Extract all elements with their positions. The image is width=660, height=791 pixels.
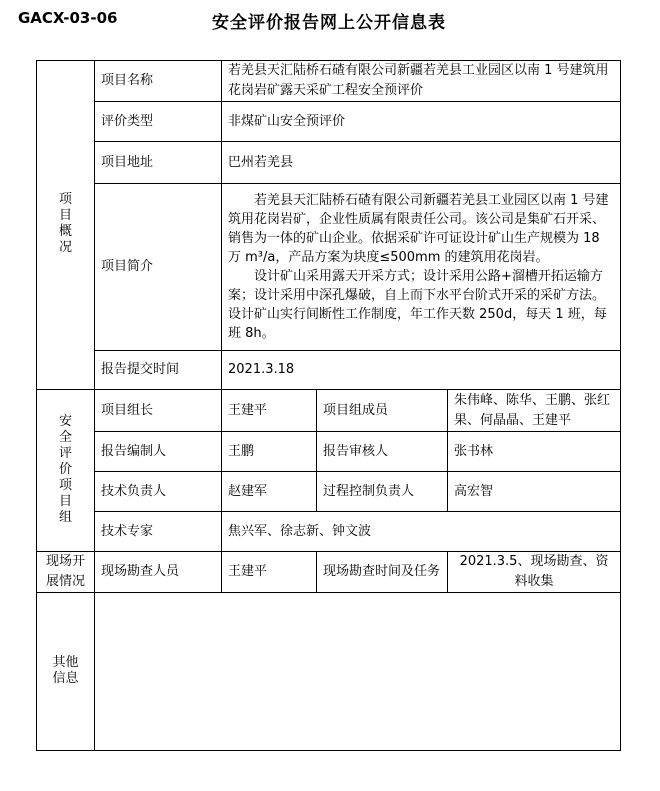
section-overview <box>37 61 95 390</box>
intro-label: 项目简介 <box>95 184 222 351</box>
row-project-name <box>37 61 621 102</box>
time-task-label: 现场勘查时间及任务 <box>317 552 448 593</box>
author-label: 报告编制人 <box>95 432 222 472</box>
address-value: 巴州若羌县 <box>222 142 621 184</box>
leader-label: 项目组长 <box>95 390 222 432</box>
row-address <box>37 142 621 184</box>
members-label: 项目组成员 <box>317 390 448 432</box>
experts-value: 焦兴军、徐志新、钟文波 <box>222 512 621 552</box>
process-lead-value: 高宏智 <box>448 472 621 512</box>
row-intro <box>37 184 621 351</box>
other-content <box>95 593 621 751</box>
section-team <box>37 390 95 552</box>
document-code: GACX-03-06 <box>18 9 118 27</box>
row-site <box>37 552 621 593</box>
reviewer-value: 张书林 <box>448 432 621 472</box>
time-task-value: 2021.3.5、现场勘查、资料收集 <box>448 552 621 593</box>
submit-time-label: 报告提交时间 <box>95 351 222 390</box>
row-leader <box>37 390 621 432</box>
row-tech-lead <box>37 472 621 512</box>
surveyors-value: 王建平 <box>222 552 317 593</box>
leader-value: 王建平 <box>222 390 317 432</box>
tech-lead-label: 技术负责人 <box>95 472 222 512</box>
eval-type-label: 评价类型 <box>95 102 222 142</box>
project-name-label: 项目名称 <box>95 61 222 102</box>
members-value: 朱伟峰、陈华、王鹏、张红果、何晶晶、王建平 <box>448 390 621 432</box>
project-name-value: 若羌县天汇陆桥石碴有限公司新疆若羌县工业园区以南 1 号建筑用花岗岩矿露天采矿工程安全预评价 <box>222 61 621 102</box>
experts-label: 技术专家 <box>95 512 222 552</box>
section-site: 现场开展情况 <box>37 552 95 593</box>
row-author <box>37 432 621 472</box>
tech-lead-value: 赵建军 <box>222 472 317 512</box>
author-value: 王鹏 <box>222 432 317 472</box>
section-team-label: 安全评价项目组 <box>58 413 72 525</box>
section-overview-label: 项目概况 <box>58 192 72 255</box>
row-other <box>37 593 621 751</box>
intro-value <box>222 184 621 351</box>
info-table <box>36 60 621 751</box>
section-other <box>37 593 95 751</box>
submit-time-value: 2021.3.18 <box>222 351 621 390</box>
reviewer-label: 报告审核人 <box>317 432 448 472</box>
surveyors-label: 现场勘查人员 <box>95 552 222 593</box>
eval-type-value: 非煤矿山安全预评价 <box>222 102 621 142</box>
process-lead-label: 过程控制负责人 <box>317 472 448 512</box>
intro-paragraph-1: 若羌县天汇陆桥石碴有限公司新疆若羌县工业园区以南 1 号建筑用花岗岩矿，企业性质属有限责任公司。该公司是集矿石开采、销售为一体的矿山企业。依据采矿许可证设计矿山生产规模为 18 万 m³/a，产品方案为块度≤500mm 的建筑用花岗岩。 <box>228 193 609 265</box>
document-title: 安全评价报告网上公开信息表 <box>212 13 446 33</box>
row-experts <box>37 512 621 552</box>
address-label: 项目地址 <box>95 142 222 184</box>
row-eval-type <box>37 102 621 142</box>
section-other-label: 其他信息 <box>52 654 79 686</box>
row-submit-time <box>37 351 621 390</box>
intro-paragraph-2: 设计矿山采用露天开采方式；设计采用公路+溜槽开拓运输方案；设计采用中深孔爆破，自上而下水平台阶式开采的采矿方法。设计矿山实行间断性工作制度，年工作天数 250d，每天 1 班，每班 8h。 <box>228 269 607 341</box>
